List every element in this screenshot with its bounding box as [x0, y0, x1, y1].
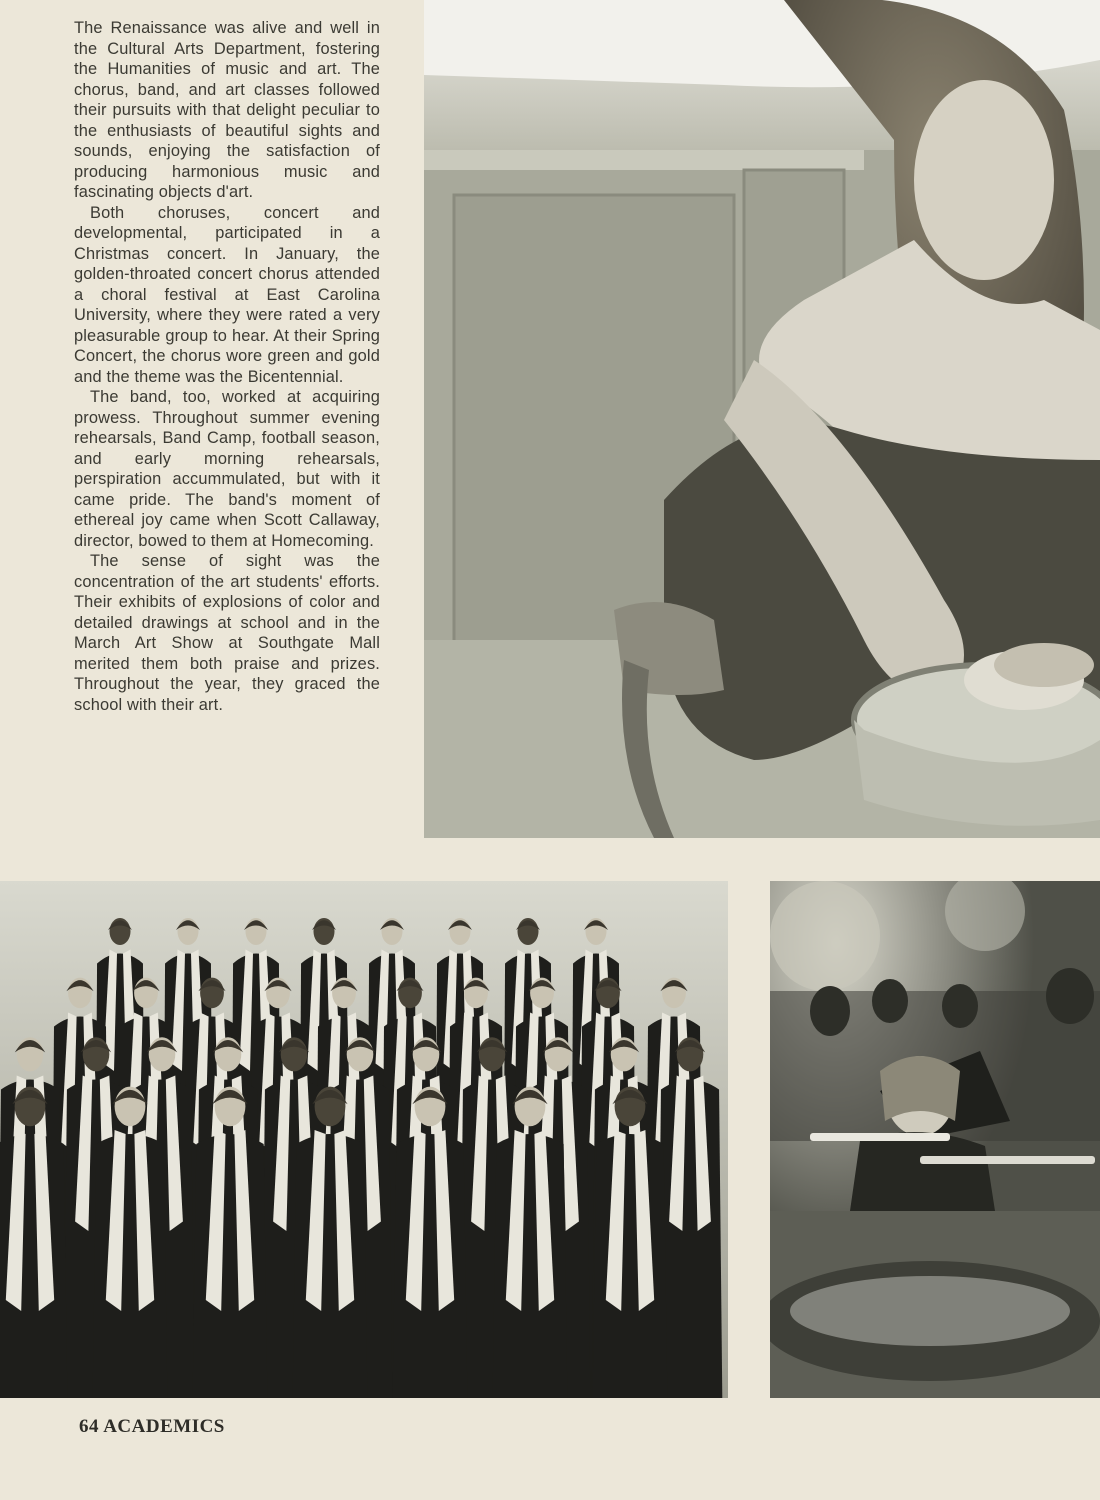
pottery-photo-image	[424, 0, 1100, 838]
pottery-wheel-photo	[424, 0, 1100, 838]
page-folio	[79, 1416, 225, 1438]
paragraph-intro: The Renaissance was alive and well in the Cultural Arts Department, fostering the Humanities of music and art. The chorus, band, and art classes followed their pursuits with that delight peculiar to the enthusiasts of beautiful sights and sounds, enjoying the satisfaction of producing harmonious music and fascinating objects d'art.	[74, 19, 380, 201]
article-text-column	[74, 18, 380, 715]
band-photo-image	[770, 881, 1100, 1398]
chorus-photo-image	[0, 881, 728, 1398]
chorus-group-photo	[0, 881, 728, 1398]
page-number: 64	[79, 1416, 99, 1437]
paragraph-chorus: Both choruses, concert and developmental, participated in a Christmas concert. In January, the golden-throated concert chorus attended a choral festival at East Carolina University, where they were rated a very pleasurable group to hear. At their Spring Concert, the chorus wore green and gold and the theme was the Bicentennial.	[74, 203, 380, 386]
section-title: ACADEMICS	[103, 1416, 225, 1437]
paragraph-band: The band, too, worked at acquiring prowess. Throughout summer evening rehearsals, Band Camp, football season, and early morning rehearsals, perspiration accummulated, but with it came pride. The band's moment of ethereal joy came when Scott Callaway, director, bowed to them at Homecoming.	[74, 388, 380, 550]
band-flute-photo	[770, 881, 1100, 1398]
paragraph-art: The sense of sight was the concentration of the art students' efforts. Their exhibits of explosions of color and detailed drawings at school and in the March Art Show at Southgate Mall merited them both praise and prizes. Throughout the year, they graced the school with their art.	[74, 552, 380, 714]
chorus-member	[658, 1037, 723, 1398]
